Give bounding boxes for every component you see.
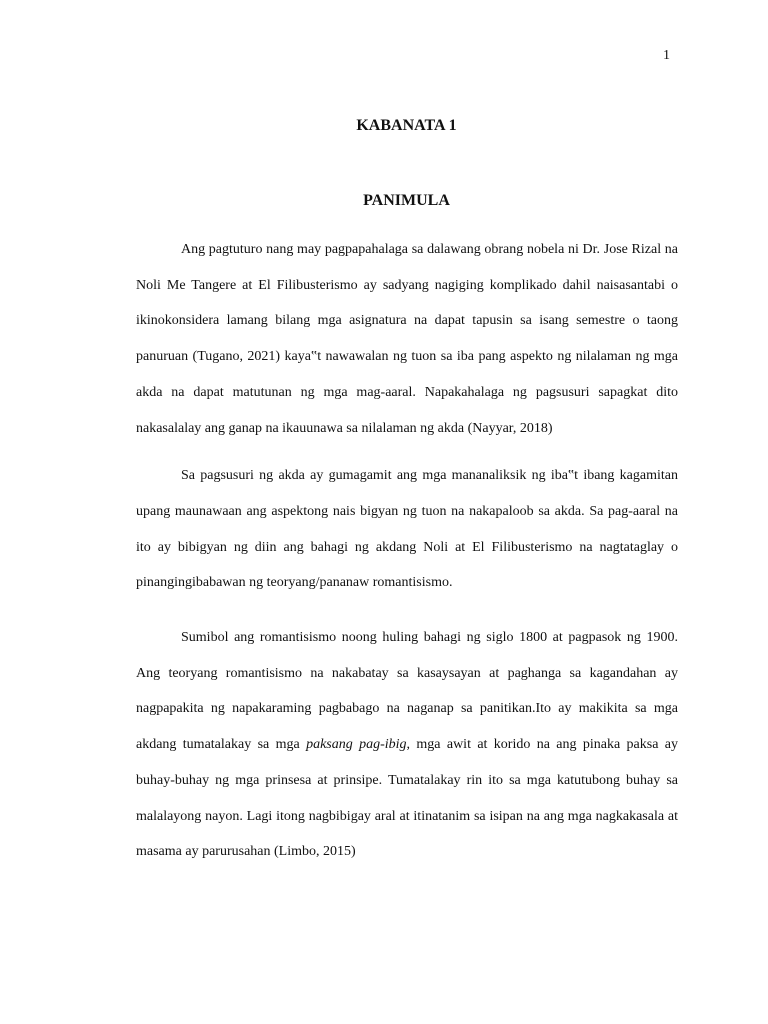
paragraph-3-italic-phrase: paksang pag-ibig bbox=[306, 737, 407, 753]
body-text bbox=[136, 232, 678, 870]
paragraph-1: Ang pagtuturo nang may pagpapahalaga sa dalawang obrang nobela ni Dr. Jose Rizal na Noli Me Tangere at El Filibusterismo ay sadyang nagiging komplikado dahil naisasantabi o ikinokonsidera lamang bilang mga asignatura na dapat tapusin sa isang semestre o taong panuruan (Tugano, 2021) kaya‟t nawawalan ng tuon sa iba pang aspekto ng nilalaman ng mga akda na dapat matutunan ng mga mag-aaral. Napakahalaga ng pagsusuri sapagkat dito nakasalalay ang ganap na ikauunawa sa nilalaman ng akda (Nayyar, 2018) bbox=[136, 242, 678, 436]
section-title: PANIMULA bbox=[363, 192, 450, 209]
paragraph-2: Sa pagsusuri ng akda ay gumagamit ang mga mananaliksik ng iba‟t ibang kagamitan upang maunawaan ang aspektong nais bigyan ng tuon na nakapaloob sa akda. Sa pag-aaral na ito ay bibigyan ng diin ang bahagi ng akdang Noli at El Filibusterismo na nagtataglay o pinangingibabawan ng teoryang/pananaw romantisismo. bbox=[136, 468, 678, 591]
page-number: 1 bbox=[663, 48, 670, 63]
paragraph-3 bbox=[136, 620, 678, 870]
paragraph-3-text-after: , mga awit at korido na ang pinaka paksa ay buhay-buhay ng mga prinsesa at prinsipe. Tumatalakay rin ito sa mga katutubong buhay sa malalayong nayon. Lagi itong nagbibigay aral at itinatanim sa isipan na ang mga nagkakasala at masama ay parurusahan (Limbo, 2015) bbox=[136, 737, 678, 860]
chapter-title: KABANATA 1 bbox=[356, 117, 457, 134]
paragraph-3-text-before: Sumibol ang romantisismo noong huling bahagi ng siglo 1800 at pagpasok ng 1900. Ang teoryang romantisismo na nakabatay sa kasaysayan at paghanga sa kagandahan ay nagpapakita ng napakaraming pagbabago na naganap sa panitikan.Ito ay makikita sa mga akdang tumatalakay sa mga bbox=[136, 630, 678, 753]
